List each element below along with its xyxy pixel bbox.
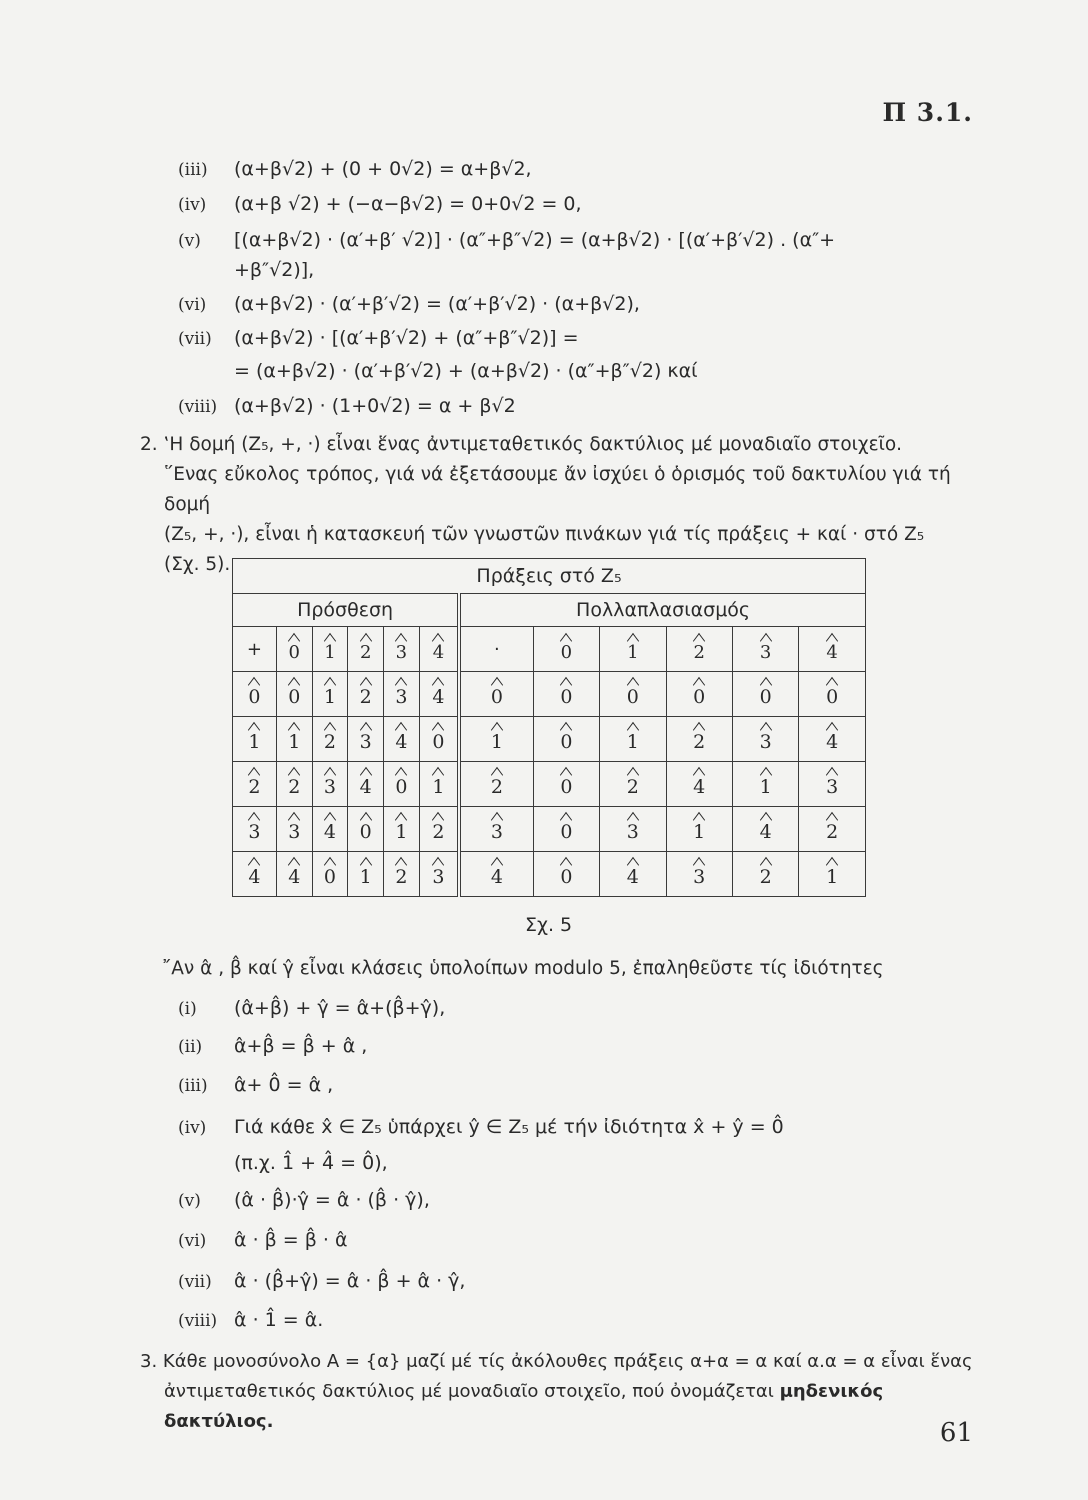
addition-cell: 3 <box>384 672 420 717</box>
multiplication-cell: 0 <box>459 672 533 717</box>
list2-item-ii: (ii) α̂+β̂ = β̂ + α̂ , <box>178 1035 368 1057</box>
list1-item-iv: (iv) (α+β √2) + (−α−β√2) = 0+0√2 = 0, <box>178 193 582 215</box>
term-zero-ring: μηδενικός δακτύλιος. <box>164 1381 884 1432</box>
multiplication-header-cell: 4 <box>799 627 866 672</box>
paragraph-3 <box>140 1347 980 1437</box>
multiplication-operator: · <box>459 627 533 672</box>
multiplication-header-cell: 3 <box>732 627 798 672</box>
paragraph-2-line: ῞Ενας εὔκολος τρόπος, γιά νά ἐξετάσουμε ἄν ἰσχύει ὁ ὁρισμός τοῦ δακτυλίου γιά τή δομή <box>164 464 951 515</box>
multiplication-label: Πολλαπλασιασμός <box>459 594 865 627</box>
addition-cell: 0 <box>419 717 459 762</box>
addition-cell: 4 <box>276 852 312 897</box>
multiplication-cell: 1 <box>799 852 866 897</box>
list2-item-v: (v) (α̂ · β̂)·γ̂ = α̂ · (β̂ · γ̂), <box>178 1189 430 1211</box>
list2-item-i: (i) (α̂+β̂) + γ̂ = α̂+(β̂+γ̂), <box>178 997 446 1019</box>
addition-cell: 2 <box>233 762 277 807</box>
multiplication-cell: 3 <box>666 852 732 897</box>
multiplication-cell: 3 <box>600 807 666 852</box>
list1-item-viii: (viii) (α+β√2) · (1+0√2) = α + β√2 <box>178 395 516 417</box>
multiplication-cell: 0 <box>666 672 732 717</box>
addition-cell: 0 <box>233 672 277 717</box>
multiplication-cell: 3 <box>459 807 533 852</box>
multiplication-cell: 0 <box>533 807 599 852</box>
addition-cell: 1 <box>419 762 459 807</box>
figure-caption: Σχ. 5 <box>525 914 573 936</box>
addition-header-cell: 1 <box>312 627 348 672</box>
page-number: 61 <box>939 1418 973 1448</box>
list1-item-vii-cont: = (α+β√2) · (α′+β′√2) + (α+β√2) · (α″+β″√2) καί <box>234 360 698 382</box>
addition-header-cell: 3 <box>384 627 420 672</box>
table-row <box>233 762 866 807</box>
table-row <box>233 807 866 852</box>
multiplication-header-cell: 2 <box>666 627 732 672</box>
addition-cell: 0 <box>348 807 384 852</box>
addition-header-cell: 2 <box>348 627 384 672</box>
table-title: Πράξεις στό Z₅ <box>233 559 866 594</box>
addition-cell: 3 <box>312 762 348 807</box>
paragraph-3-line <box>140 1377 980 1437</box>
addition-cell: 3 <box>276 807 312 852</box>
multiplication-header-cell: 1 <box>600 627 666 672</box>
list1-item-vii: (vii) (α+β√2) · [(α′+β′√2) + (α″+β″√2)] = <box>178 327 579 349</box>
addition-header-cell: 0 <box>276 627 312 672</box>
list2-item-iii: (iii) α̂+ 0̂ = α̂ , <box>178 1074 334 1096</box>
addition-cell: 3 <box>233 807 277 852</box>
addition-cell: 1 <box>276 717 312 762</box>
addition-cell: 0 <box>276 672 312 717</box>
multiplication-cell: 3 <box>732 717 798 762</box>
multiplication-cell: 4 <box>666 762 732 807</box>
multiplication-cell: 2 <box>732 852 798 897</box>
addition-cell: 2 <box>276 762 312 807</box>
list2-item-vii: (vii) α̂ · (β̂+γ̂) = α̂ · β̂ + α̂ · γ̂, <box>178 1270 466 1292</box>
addition-label: Πρόσθεση <box>233 594 460 627</box>
paragraph-3-text: ἀντιμεταθετικός δακτύλιος μέ μοναδιαῖο στοιχεῖο, πού ὀνομάζεται <box>164 1381 780 1402</box>
paragraph-2-line: (Z₅, +, ·), εἶναι ἡ κατασκευή τῶν γνωστῶν πινάκων γιά τίς πράξεις + καί · στό Z₅ <box>164 524 925 545</box>
list2-item-iv: (iv) Γιά κάθε x̂ ∈ Z₅ ὑπάρχει ŷ ∈ Z₅ μέ τήν ἰδιότητα x̂ + ŷ = 0̂ <box>178 1116 784 1138</box>
multiplication-cell: 0 <box>732 672 798 717</box>
multiplication-cell: 1 <box>666 807 732 852</box>
addition-operator: + <box>233 627 277 672</box>
multiplication-header-cell: 0 <box>533 627 599 672</box>
addition-cell: 1 <box>233 717 277 762</box>
list1-item-v: (v) [(α+β√2) · (α′+β′ √2)] · (α″+β″√2) = (α+β√2) · [(α′+β′√2) . (α″+ <box>178 229 836 251</box>
multiplication-cell: 1 <box>600 717 666 762</box>
paragraph-2-line: (Σχ. 5). <box>164 554 231 575</box>
addition-header-cell: 4 <box>419 627 459 672</box>
operations-table <box>232 558 866 897</box>
addition-cell: 4 <box>419 672 459 717</box>
addition-cell: 4 <box>312 807 348 852</box>
multiplication-cell: 4 <box>459 852 533 897</box>
list1-item-iii: (iii) (α+β√2) + (0 + 0√2) = α+β√2, <box>178 158 532 180</box>
addition-cell: 3 <box>348 717 384 762</box>
section-header: Π 3.1. <box>882 98 973 127</box>
addition-cell: 2 <box>312 717 348 762</box>
addition-cell: 2 <box>419 807 459 852</box>
addition-cell: 2 <box>348 672 384 717</box>
multiplication-cell: 0 <box>533 672 599 717</box>
multiplication-cell: 4 <box>799 717 866 762</box>
paragraph-2-line: 2. ‛Η δομή (Z₅, +, ·) εἶναι ἕνας ἀντιμεταθετικός δακτύλιος μέ μοναδιαῖο στοιχεῖο. <box>140 434 903 455</box>
list2-item-vi: (vi) α̂ · β̂ = β̂ · α̂ <box>178 1229 348 1251</box>
multiplication-cell: 1 <box>732 762 798 807</box>
paragraph-3-line: 3. Κάθε μονοσύνολο A = {α} μαζί μέ τίς ἀκόλουθες πράξεις α+α = α καί α.α = α εἶναι ἕνας <box>140 1351 973 1372</box>
list2-item-iv-cont: (π.χ. 1̂ + 4̂ = 0̂), <box>234 1152 388 1174</box>
table-row <box>233 672 866 717</box>
multiplication-cell: 0 <box>533 852 599 897</box>
intro-text: ῎Αν α̂ , β̂ καί γ̂ εἶναι κλάσεις ὑπολοίπων modulo 5, ἐπαληθεῦστε τίς ἰδιότητες <box>162 958 884 979</box>
addition-cell: 4 <box>233 852 277 897</box>
addition-cell: 0 <box>384 762 420 807</box>
multiplication-cell: 2 <box>799 807 866 852</box>
multiplication-cell: 4 <box>600 852 666 897</box>
list1-item-v-cont: +β″√2)], <box>234 259 315 281</box>
multiplication-cell: 0 <box>533 717 599 762</box>
multiplication-cell: 1 <box>459 717 533 762</box>
addition-cell: 4 <box>384 717 420 762</box>
addition-cell: 4 <box>348 762 384 807</box>
table-header-row <box>233 627 866 672</box>
multiplication-cell: 2 <box>666 717 732 762</box>
multiplication-cell: 2 <box>459 762 533 807</box>
table-row <box>233 852 866 897</box>
addition-cell: 1 <box>384 807 420 852</box>
addition-cell: 1 <box>312 672 348 717</box>
multiplication-cell: 0 <box>799 672 866 717</box>
table-row <box>233 717 866 762</box>
addition-cell: 0 <box>312 852 348 897</box>
addition-cell: 1 <box>348 852 384 897</box>
multiplication-cell: 0 <box>600 672 666 717</box>
multiplication-cell: 3 <box>799 762 866 807</box>
list1-item-vi: (vi) (α+β√2) · (α′+β′√2) = (α′+β′√2) · (α+β√2), <box>178 293 640 315</box>
addition-cell: 3 <box>419 852 459 897</box>
addition-cell: 2 <box>384 852 420 897</box>
multiplication-cell: 0 <box>533 762 599 807</box>
multiplication-cell: 4 <box>732 807 798 852</box>
list2-item-viii: (viii) α̂ · 1̂ = α̂. <box>178 1309 324 1331</box>
multiplication-cell: 2 <box>600 762 666 807</box>
